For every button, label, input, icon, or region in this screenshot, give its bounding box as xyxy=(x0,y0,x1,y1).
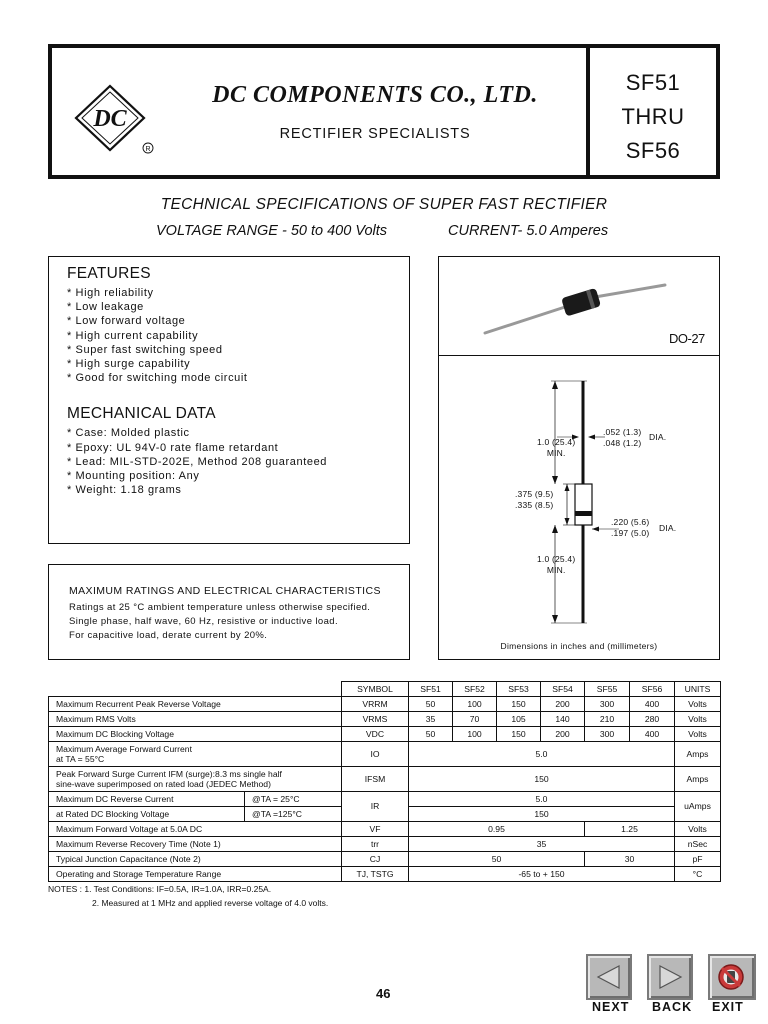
symbol-cell: VRMS xyxy=(342,712,409,727)
value-cell: -65 to + 150 xyxy=(409,867,675,882)
unit-cell: Amps xyxy=(675,742,721,767)
value-cell: 300 xyxy=(585,697,630,712)
table-row xyxy=(49,742,721,767)
mechanical-item: * Case: Molded plastic xyxy=(67,427,190,440)
feature-item: * Low forward voltage xyxy=(67,315,186,328)
ratings-line: Ratings at 25 °C ambient temperature unless otherwise specified. xyxy=(69,602,371,613)
spec-table xyxy=(48,681,721,882)
dim-lead-diameter xyxy=(603,427,641,449)
table-row xyxy=(49,697,721,712)
table-header: SF55 xyxy=(585,682,630,697)
spec-title: TECHNICAL SPECIFICATIONS OF SUPER FAST RECTIFIER xyxy=(160,196,608,213)
triangle-left-icon xyxy=(595,963,623,991)
features-box xyxy=(48,256,410,544)
dim-body-length xyxy=(515,489,553,511)
value-cell: 35 xyxy=(409,837,675,852)
table-header: SF56 xyxy=(630,682,675,697)
exit-label[interactable]: EXIT xyxy=(712,1000,744,1014)
value-cell: 400 xyxy=(630,697,675,712)
param-line: sine-wave superimposed on rated load (JEDEC Method) xyxy=(56,779,271,789)
value-cell: 150 xyxy=(409,807,675,822)
value-cell: 70 xyxy=(453,712,497,727)
note-line: 2. Measured at 1 MHz and applied reverse voltage of 4.0 volts. xyxy=(92,898,329,908)
package-box xyxy=(438,256,720,660)
mechanical-list xyxy=(67,426,409,497)
dim-lead-length-bottom xyxy=(537,554,575,576)
dim-text: MIN. xyxy=(546,448,566,458)
value-cell: 50 xyxy=(409,697,453,712)
registered-mark: R xyxy=(145,146,151,153)
dim-text: .220 (5.6) xyxy=(611,517,650,527)
dim-text: .052 (1.3) xyxy=(603,427,642,437)
unit-cell: Volts xyxy=(675,712,721,727)
param-line: at TA = 55°C xyxy=(56,754,105,764)
company-name: DC COMPONENTS CO., LTD. xyxy=(212,82,538,108)
feature-item: * Low leakage xyxy=(67,301,144,314)
dim-text: .375 (9.5) xyxy=(515,489,554,499)
dim-body-dia-label: DIA. xyxy=(659,523,677,533)
dim-body-diameter xyxy=(611,517,649,539)
dim-dia-label: DIA. xyxy=(649,432,667,442)
part-line-3: SF56 xyxy=(625,138,681,163)
ratings-heading: MAXIMUM RATINGS AND ELECTRICAL CHARACTERISTICS xyxy=(69,585,381,597)
notes xyxy=(48,882,328,910)
unit-cell: °C xyxy=(675,867,721,882)
symbol-cell: trr xyxy=(342,837,409,852)
dim-text: 1.0 (25.4) xyxy=(537,437,576,447)
unit-cell: uAmps xyxy=(675,792,721,822)
dimension-caption: Dimensions in inches and (millimeters) xyxy=(500,641,658,651)
back-label[interactable]: BACK xyxy=(652,1000,693,1014)
mechanical-item: * Lead: MIL-STD-202E, Method 208 guaranteed xyxy=(67,455,328,468)
param-cell: Maximum Reverse Recovery Time (Note 1) xyxy=(49,837,342,852)
symbol-cell: IR xyxy=(342,792,409,822)
company-logo-icon xyxy=(72,82,164,154)
ratings-line: For capacitive load, derate current by 20%. xyxy=(69,630,268,641)
value-cell: 50 xyxy=(409,727,453,742)
unit-cell: Volts xyxy=(675,822,721,837)
table-row xyxy=(49,837,721,852)
param-line: Maximum Average Forward Current xyxy=(56,743,192,754)
table-row xyxy=(49,822,721,837)
param-cell: Typical Junction Capacitance (Note 2) xyxy=(49,852,342,867)
note-line: NOTES : 1. Test Conditions: IF=0.5A, IR=1.0A, IRR=0.25A. xyxy=(48,884,272,894)
symbol-cell: IO xyxy=(342,742,409,767)
feature-item: * Good for switching mode circuit xyxy=(67,372,248,385)
table-row xyxy=(49,852,721,867)
table-header: SF51 xyxy=(409,682,453,697)
symbol-cell: TJ, TSTG xyxy=(342,867,409,882)
value-cell: 140 xyxy=(541,712,585,727)
table-row xyxy=(49,792,721,807)
unit-cell: pF xyxy=(675,852,721,867)
param-cell xyxy=(49,767,342,792)
part-line-2: THRU xyxy=(621,104,685,129)
table-header-row xyxy=(49,682,721,697)
mechanical-item: * Epoxy: UL 94V-0 rate flame retardant xyxy=(67,441,279,454)
value-cell: 100 xyxy=(453,727,497,742)
triangle-right-icon xyxy=(656,963,684,991)
value-cell: 100 xyxy=(453,697,497,712)
table-header: SF52 xyxy=(453,682,497,697)
table-header: SYMBOL xyxy=(342,682,409,697)
param-cell: Maximum Forward Voltage at 5.0A DC xyxy=(49,822,342,837)
condition-cell: @TA = 25°C xyxy=(245,792,342,807)
ratings-line: Single phase, half wave, 60 Hz, resistive or inductive load. xyxy=(69,616,339,627)
package-name: DO-27 xyxy=(669,331,705,346)
company-tagline: RECTIFIER SPECIALISTS xyxy=(279,126,471,142)
symbol-cell: VRRM xyxy=(342,697,409,712)
feature-item: * Super fast switching speed xyxy=(67,343,223,356)
param-cell: Maximum DC Reverse Current xyxy=(49,792,245,807)
dim-text: .048 (1.2) xyxy=(603,438,642,448)
param-cell: Maximum DC Blocking Voltage xyxy=(49,727,342,742)
dimension-drawing-icon xyxy=(439,357,719,657)
table-header: UNITS xyxy=(675,682,721,697)
value-cell: 1.25 xyxy=(585,822,675,837)
table-header: SF54 xyxy=(541,682,585,697)
symbol-cell: VDC xyxy=(342,727,409,742)
voltage-range: VOLTAGE RANGE - 50 to 400 Volts xyxy=(156,223,388,239)
dim-text: .335 (8.5) xyxy=(515,500,554,510)
value-cell: 5.0 xyxy=(409,792,675,807)
value-cell: 150 xyxy=(497,727,541,742)
next-label[interactable]: NEXT xyxy=(592,1000,630,1014)
value-cell: 150 xyxy=(409,767,675,792)
logo-text: DC xyxy=(93,106,127,132)
table-row xyxy=(49,867,721,882)
value-cell: 105 xyxy=(497,712,541,727)
mechanical-item: * Weight: 1.18 grams xyxy=(67,484,182,497)
current-rating: CURRENT- 5.0 Amperes xyxy=(448,223,609,239)
param-cell: at Rated DC Blocking Voltage xyxy=(49,807,245,822)
param-cell: Operating and Storage Temperature Range xyxy=(49,867,342,882)
unit-cell: Volts xyxy=(675,727,721,742)
feature-item: * High reliability xyxy=(67,287,154,299)
value-cell: 0.95 xyxy=(409,822,585,837)
value-cell: 150 xyxy=(497,697,541,712)
mechanical-heading: MECHANICAL DATA xyxy=(67,405,216,423)
table-row xyxy=(49,712,721,727)
dim-lead-length-top xyxy=(537,437,575,459)
value-cell: 35 xyxy=(409,712,453,727)
back-button[interactable] xyxy=(647,954,693,1000)
value-cell: 5.0 xyxy=(409,742,675,767)
condition-cell: @TA =125°C xyxy=(245,807,342,822)
mechanical-item: * Mounting position: Any xyxy=(67,470,200,483)
header-box xyxy=(48,44,720,179)
ratings-box xyxy=(48,564,410,660)
feature-item: * High current capability xyxy=(67,329,199,342)
table-row xyxy=(49,767,721,792)
part-number-box xyxy=(586,48,716,175)
unit-cell: Volts xyxy=(675,697,721,712)
value-cell: 30 xyxy=(585,852,675,867)
symbol-cell: IFSM xyxy=(342,767,409,792)
value-cell: 210 xyxy=(585,712,630,727)
part-line-1: SF51 xyxy=(625,70,681,95)
unit-cell: Amps xyxy=(675,767,721,792)
table-header: SF53 xyxy=(497,682,541,697)
exit-icon xyxy=(716,962,746,992)
features-heading: FEATURES xyxy=(67,265,151,282)
page-number: 46 xyxy=(376,986,391,1001)
package-divider xyxy=(439,355,719,356)
features-list xyxy=(67,286,409,385)
symbol-cell: CJ xyxy=(342,852,409,867)
param-cell xyxy=(49,742,342,767)
value-cell: 400 xyxy=(630,727,675,742)
dim-text: MIN. xyxy=(546,565,566,575)
header-blank xyxy=(49,682,342,697)
unit-cell: nSec xyxy=(675,837,721,852)
exit-button[interactable] xyxy=(708,954,756,1000)
value-cell: 200 xyxy=(541,727,585,742)
symbol-cell: VF xyxy=(342,822,409,837)
feature-item: * High surge capability xyxy=(67,358,191,371)
param-line: Peak Forward Surge Current IFM (surge):8.3 ms single half xyxy=(56,768,282,779)
param-cell: Maximum Recurrent Peak Reverse Voltage xyxy=(49,697,342,712)
value-cell: 300 xyxy=(585,727,630,742)
param-cell: Maximum RMS Volts xyxy=(49,712,342,727)
table-row xyxy=(49,727,721,742)
dim-text: 1.0 (25.4) xyxy=(537,554,576,564)
next-button[interactable] xyxy=(586,954,632,1000)
value-cell: 50 xyxy=(409,852,585,867)
value-cell: 200 xyxy=(541,697,585,712)
value-cell: 280 xyxy=(630,712,675,727)
dim-text: .197 (5.0) xyxy=(611,528,650,538)
